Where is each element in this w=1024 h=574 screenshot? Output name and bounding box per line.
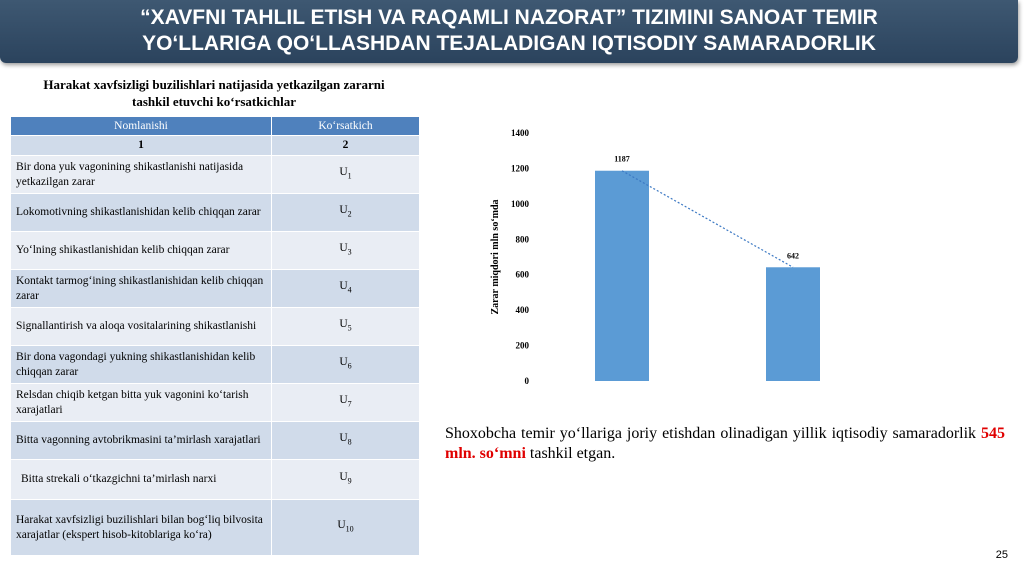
page-number: 25 xyxy=(995,549,1008,561)
indicator-subscript: 8 xyxy=(347,437,352,447)
y-axis-title: Zarar miqdori mln so‘mda xyxy=(490,199,501,315)
slide-title-line-2: YO‘LLARIGA QO‘LLASHDAN TEJALADIGAN IQTISODIY SAMARADORLIK xyxy=(142,32,876,55)
row-name: Bir dona vagondagi yukning shikastlanishidan kelib chiqqan zarar xyxy=(11,346,272,384)
indicator-subscript: 3 xyxy=(347,247,352,257)
row-indicator xyxy=(272,460,420,500)
table-row xyxy=(11,270,420,308)
row-indicator xyxy=(272,308,420,346)
indicator-symbol: U xyxy=(339,166,348,179)
table-row xyxy=(11,460,420,500)
table-row xyxy=(11,194,420,232)
row-name: Harakat xavfsizligi buzilishlari bilan bog‘liq bilvosita xarajatlar (ekspert hisob-kitoblariga ko‘ra) xyxy=(11,500,272,556)
header-name: Nomlanishi xyxy=(11,117,272,136)
indicator-symbol: U xyxy=(339,356,348,369)
indicator-subscript: 10 xyxy=(345,524,354,534)
table-caption-line-2: tashkil etuvchi ko‘rsatkichlar xyxy=(132,94,296,109)
row-indicator xyxy=(272,270,420,308)
column-number-row xyxy=(11,136,420,156)
indicator-subscript: 7 xyxy=(347,399,352,409)
y-tick-label: 400 xyxy=(515,305,529,316)
table-row xyxy=(11,346,420,384)
indicator-symbol: U xyxy=(339,242,348,255)
indicator-symbol: U xyxy=(339,280,348,293)
indicators-table xyxy=(10,116,420,556)
table-header-row xyxy=(11,117,420,136)
summary-paragraph xyxy=(445,424,1005,464)
summary-highlight: 545 mln. so‘mni xyxy=(445,425,1005,462)
indicator-subscript: 4 xyxy=(347,285,352,295)
indicator-subscript: 1 xyxy=(347,171,352,181)
bar xyxy=(595,171,649,381)
damage-bar-chart xyxy=(480,120,860,390)
row-indicator xyxy=(272,346,420,384)
row-indicator xyxy=(272,156,420,194)
summary-text-start: Shoxobcha temir yo‘llariga joriy etishdan olinadigan yillik iqtisodiy samaradorlik xyxy=(445,425,981,442)
data-label: 642 xyxy=(787,251,799,261)
indicator-symbol: U xyxy=(337,519,346,532)
row-name: Kontakt tarmog‘ining shikastlanishidan kelib chiqqan zarar xyxy=(11,270,272,308)
row-name: Bitta vagonning avtobrikmasini ta’mirlash xarajatlari xyxy=(11,422,272,460)
indicator-symbol: U xyxy=(339,318,348,331)
table-row xyxy=(11,384,420,422)
table-row xyxy=(11,308,420,346)
row-name: Signallantirish va aloqa vositalarining shikastlanishi xyxy=(11,308,272,346)
row-indicator xyxy=(272,500,420,556)
row-name: Yo‘lning shikastlanishidan kelib chiqqan zarar xyxy=(11,232,272,270)
y-tick-label: 0 xyxy=(524,376,529,386)
indicator-symbol: U xyxy=(339,432,348,445)
indicator-symbol: U xyxy=(339,394,348,407)
column-number-1: 1 xyxy=(11,136,272,156)
table-caption-line-1: Harakat xavfsizligi buzilishlari natijasida yetkazilgan zararni xyxy=(43,77,385,92)
row-indicator xyxy=(272,422,420,460)
header-indicator: Ko‘rsatkich xyxy=(272,117,420,136)
row-indicator xyxy=(272,232,420,270)
indicator-subscript: 6 xyxy=(347,361,352,371)
indicator-symbol: U xyxy=(339,204,348,217)
y-tick-label: 1400 xyxy=(511,128,529,138)
row-indicator xyxy=(272,194,420,232)
row-name: Bitta strekali o‘tkazgichni ta’mirlash narxi xyxy=(11,460,272,500)
table-caption xyxy=(8,76,420,110)
table-row xyxy=(11,500,420,556)
indicator-subscript: 5 xyxy=(347,323,352,333)
row-indicator xyxy=(272,384,420,422)
row-name: Bir dona yuk vagonining shikastlanishi natijasida yetkazilgan zarar xyxy=(11,156,272,194)
table-row xyxy=(11,422,420,460)
table-row xyxy=(11,156,420,194)
bar xyxy=(766,267,820,381)
indicator-subscript: 2 xyxy=(347,209,352,219)
y-tick-label: 1000 xyxy=(511,198,529,209)
data-label: 1187 xyxy=(614,154,630,164)
slide-title-bar xyxy=(0,0,1018,63)
summary-text-end: tashkil etgan. xyxy=(525,445,616,462)
y-tick-label: 600 xyxy=(515,269,529,280)
indicator-subscript: 9 xyxy=(347,476,352,486)
y-tick-label: 800 xyxy=(515,234,529,245)
indicator-symbol: U xyxy=(339,471,348,484)
column-number-2: 2 xyxy=(272,136,420,156)
table-row xyxy=(11,232,420,270)
slide-title-line-1: “XAVFNI TAHLIL ETISH VA RAQAMLI NAZORAT” TIZIMINI SANOAT TEMIR xyxy=(140,6,878,29)
row-name: Lokomotivning shikastlanishidan kelib chiqqan zarar xyxy=(11,194,272,232)
y-tick-label: 200 xyxy=(515,340,529,351)
y-tick-label: 1200 xyxy=(511,163,529,174)
row-name: Relsdan chiqib ketgan bitta yuk vagonini ko‘tarish xarajatlari xyxy=(11,384,272,422)
